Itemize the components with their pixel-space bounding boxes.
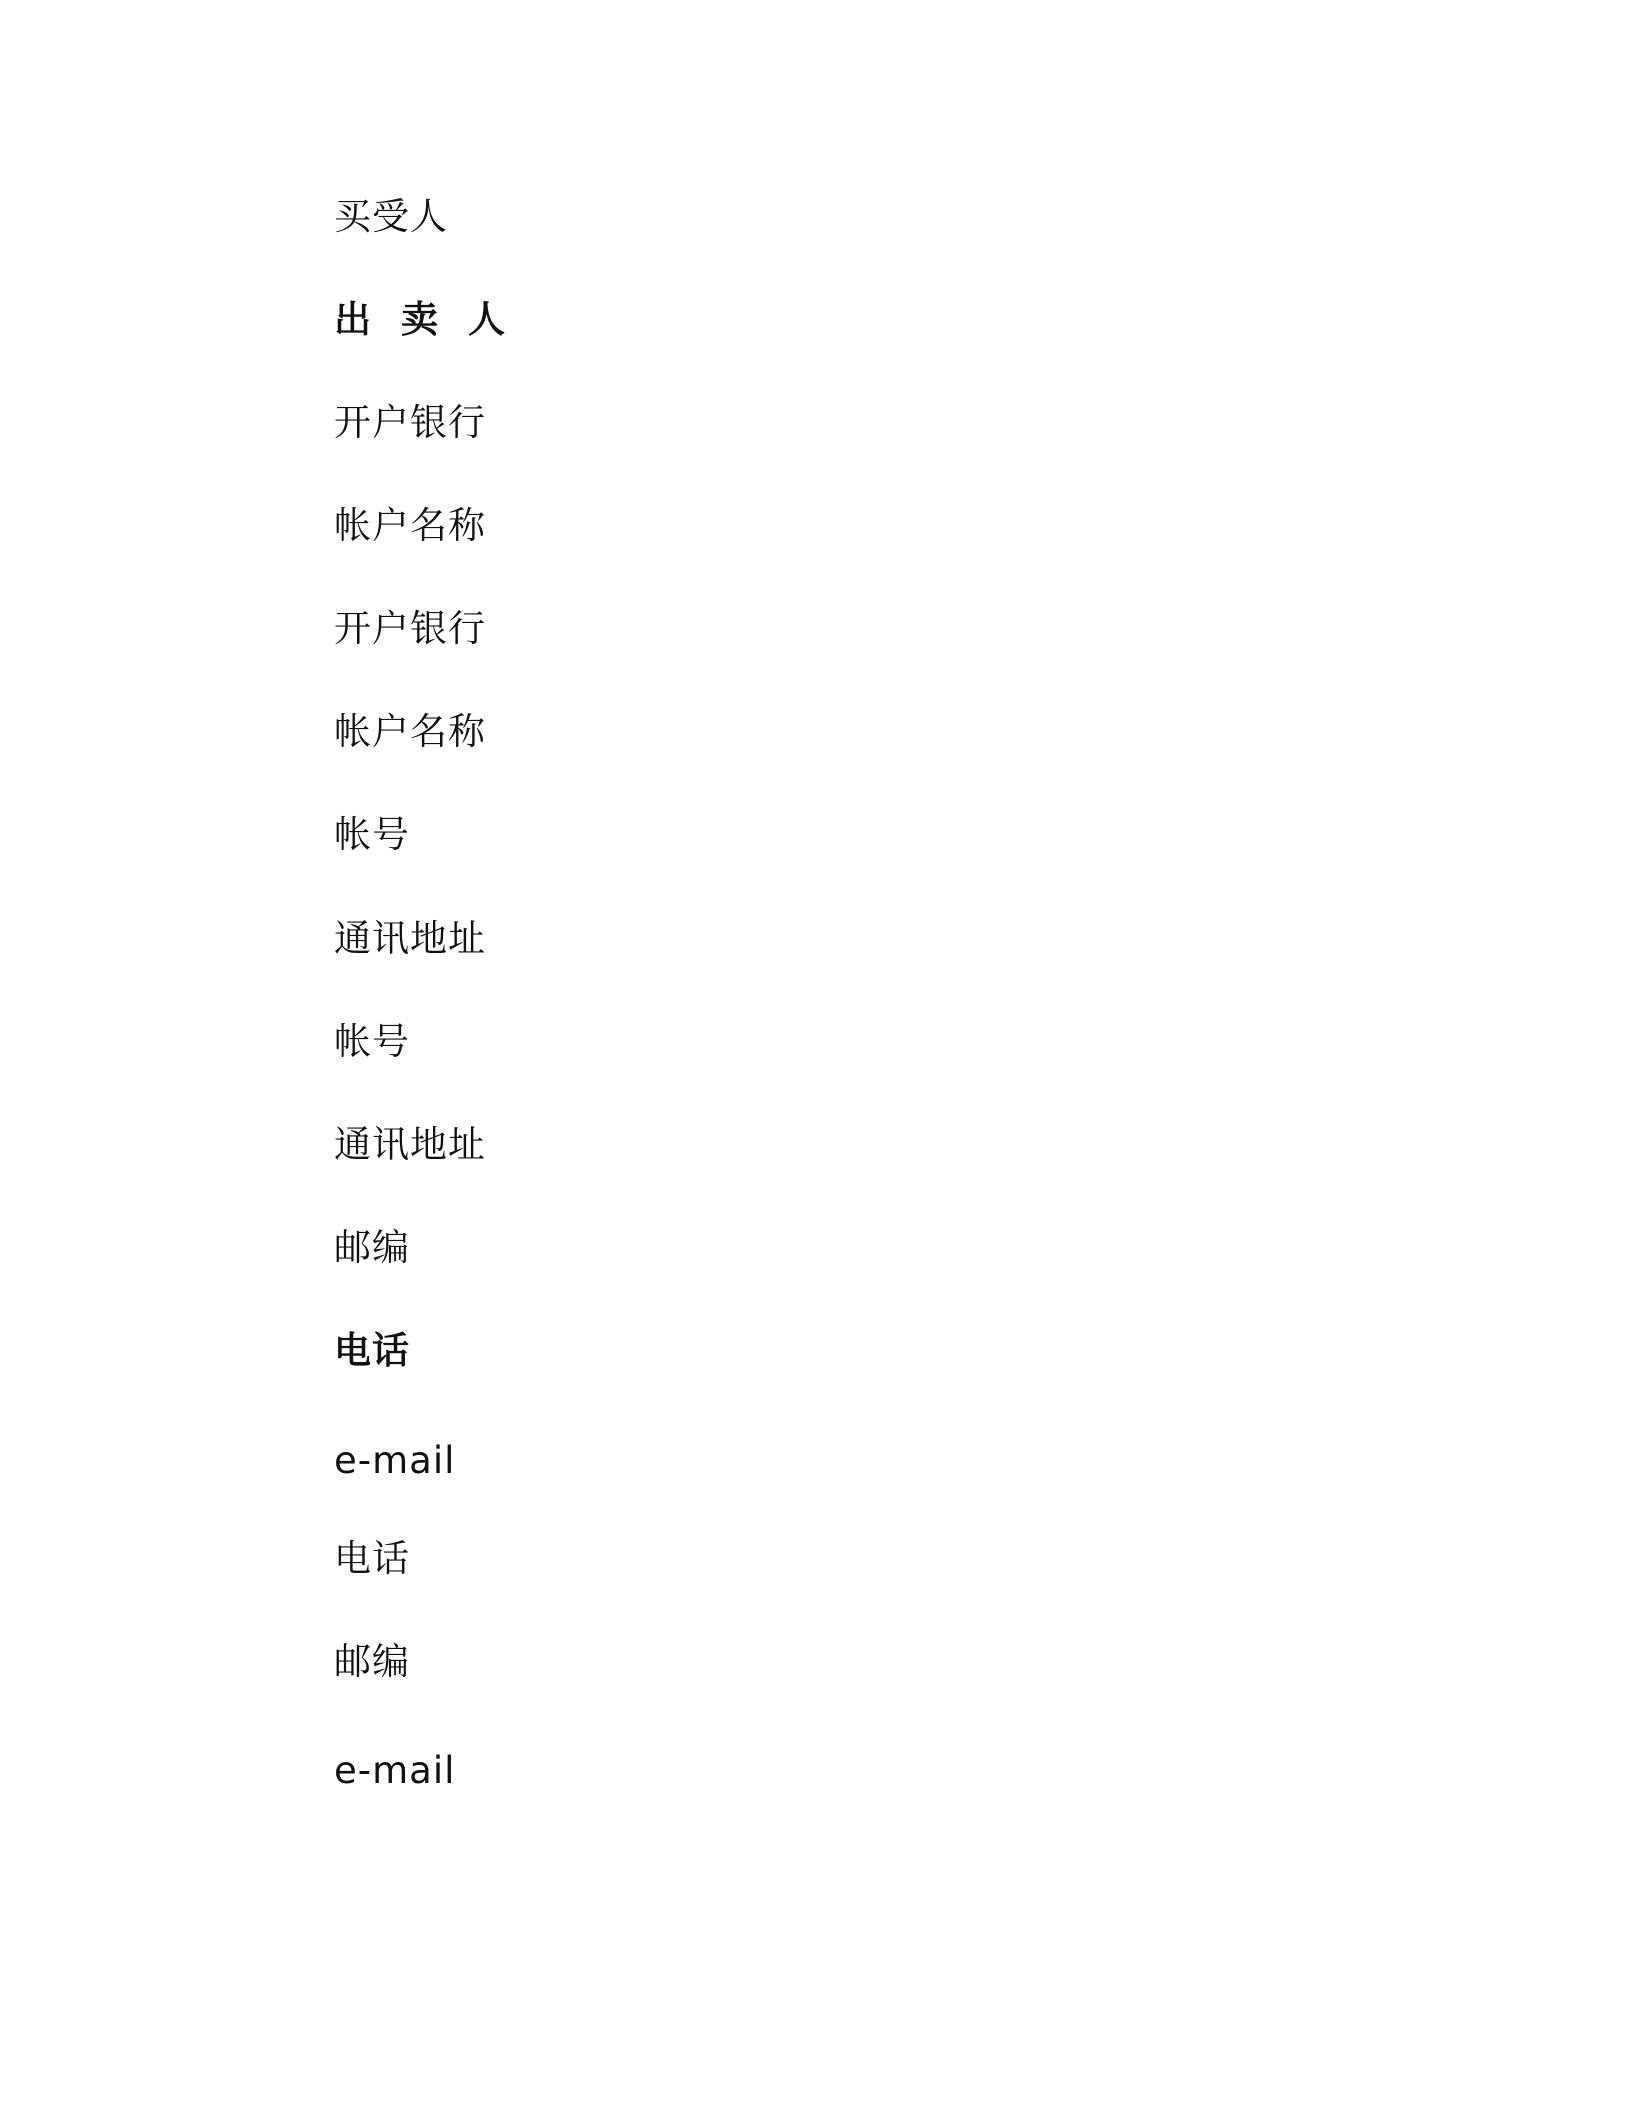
postcode-label: 邮编 [334,1226,410,1269]
account-name-label: 帐户名称 [334,504,486,547]
address-label: 通讯地址 [334,917,486,960]
phone-label: 电话 [334,1329,410,1372]
postcode-label: 邮编 [334,1640,410,1683]
phone-label: 电话 [334,1537,410,1580]
email-label: e-mail [334,1439,456,1482]
account-number-label: 帐号 [334,1020,410,1063]
account-name-label: 帐户名称 [334,710,486,753]
email-label: e-mail [334,1749,456,1792]
bank-label: 开户银行 [334,401,486,444]
address-label: 通讯地址 [334,1123,486,1166]
bank-label: 开户银行 [334,607,486,650]
account-number-label: 帐号 [334,813,410,856]
seller-label: 出卖人 [334,298,535,341]
buyer-label: 买受人 [334,195,448,238]
